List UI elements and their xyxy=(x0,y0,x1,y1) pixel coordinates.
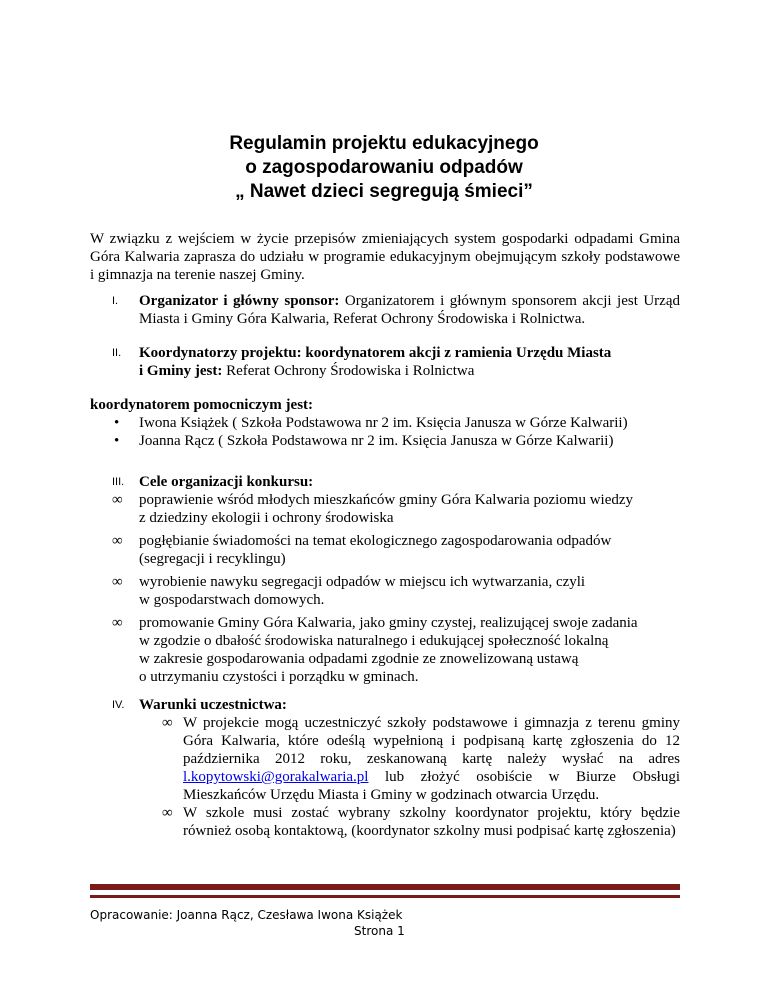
goal-1-line-2: z dziedziny ekologii i ochrony środowiska xyxy=(139,510,394,526)
section-3-number: III. xyxy=(112,476,125,488)
infinity-bullet-icon: ∞ xyxy=(112,492,123,508)
section-2-line2 xyxy=(139,362,474,380)
email-link[interactable]: l.kopytowski@gorakalwaria.pl xyxy=(183,769,369,785)
footer-rule-thick xyxy=(90,884,680,890)
aux-item-1: Iwona Książek ( Szkoła Podstawowa nr 2 im. Księcia Janusza w Górze Kalwarii) xyxy=(139,415,628,431)
goal-4-line-2: w zgodzie o dbałość środowiska naturalnego i edukującej społeczność lokalną xyxy=(139,633,609,649)
infinity-bullet-icon: ∞ xyxy=(112,615,123,631)
goal-4-line-4: o utrzymaniu czystości i porządku w gminach. xyxy=(139,669,419,685)
section-4-number: IV. xyxy=(112,699,125,711)
footer-page-number: Strona 1 xyxy=(354,924,405,938)
goal-1-line-1: poprawienie wśród młodych mieszkańców gminy Góra Kalwaria poziomu wiedzy xyxy=(139,492,634,508)
infinity-bullet-icon: ∞ xyxy=(162,805,173,821)
aux-heading: koordynatorem pomocniczym jest: xyxy=(90,397,314,413)
goal-2-line-2: (segregacji i recyklingu) xyxy=(139,551,286,567)
goal-2-line-1: pogłębianie świadomości na temat ekologicznego zagospodarowania odpadów xyxy=(139,533,612,549)
title-line-2: o zagospodarowaniu odpadów xyxy=(245,157,523,178)
goal-4-line-1: promowanie Gminy Góra Kalwaria, jako gminy czystej, realizującej swoje zadania xyxy=(139,615,638,631)
section-4-heading: Warunki uczestnictwa: xyxy=(139,697,287,713)
section-1-body: Organizatorem i głównym sponsorem akcji jest Urząd Miasta i Gminy Góra Kalwaria, Referat Ochrony Środowiska i Rolnictwa. xyxy=(139,293,680,327)
title-line-3: „ Nawet dzieci segregują śmieci” xyxy=(235,181,533,202)
condition-1-text: W projekcie mogą uczestniczyć szkoły podstawowe i gimnazja z terenu gminy Góra Kalwaria, które odeślą wypełnioną i podpisaną kartę zgłoszenia do 12 października 2012 roku, zeskanowaną kartę należy wysłać na adres xyxy=(183,715,680,767)
intro-paragraph: W związku z wejściem w życie przepisów zmieniających system gospodarki odpadami Gmina Góra Kalwaria zaprasza do udziału w programie edukacyjnym obejmującym szkoły podstawowe i gimnazja na terenie naszej Gminy. xyxy=(90,231,680,283)
goal-3-line-1: wyrobienie nawyku segregacji odpadów w miejscu ich wytwarzania, czyli xyxy=(139,574,586,590)
section-1-number: I. xyxy=(112,295,119,307)
section-2-body: Referat Ochrony Środowiska i Rolnictwa xyxy=(222,363,475,379)
footer-authors: Opracowanie: Joanna Rącz, Czesława Iwona Książek xyxy=(90,908,403,922)
footer-rule-thin xyxy=(90,895,680,898)
condition-2: W szkole musi zostać wybrany szkolny koordynator projektu, który będzie również osobą kontaktową, (koordynator szkolny musi podpisać kartę zgłoszenia) xyxy=(183,805,680,839)
infinity-bullet-icon: ∞ xyxy=(112,574,123,590)
section-2-heading-line2: i Gminy jest: xyxy=(139,363,223,379)
condition-1-text-end: lub złożyć osobiście w Biurze Obsługi Mieszkańców Urzędu Miasta i Gminy w godzinach otwarcia Urzędu. xyxy=(183,769,680,803)
title-line-1: Regulamin projektu edukacyjnego xyxy=(229,133,539,154)
section-2-heading-line1: Koordynatorzy projektu: koordynatorem akcji z ramienia Urzędu Miasta xyxy=(139,345,612,361)
aux-item-2: Joanna Rącz ( Szkoła Podstawowa nr 2 im. Księcia Janusza w Górze Kalwarii) xyxy=(139,433,614,449)
bullet: • xyxy=(114,415,120,431)
section-1-text xyxy=(139,292,680,328)
condition-1 xyxy=(183,714,680,804)
goal-4-line-3: w zakresie gospodarowania odpadami zgodnie ze znowelizowaną ustawą xyxy=(139,651,579,667)
section-3-heading: Cele organizacji konkursu: xyxy=(139,474,314,490)
section-1-heading: Organizator i główny sponsor: xyxy=(139,293,340,309)
infinity-bullet-icon: ∞ xyxy=(112,533,123,549)
section-2-number: II. xyxy=(112,347,122,359)
infinity-bullet-icon: ∞ xyxy=(162,715,173,731)
goal-3-line-2: w gospodarstwach domowych. xyxy=(139,592,325,608)
bullet: • xyxy=(114,433,120,449)
